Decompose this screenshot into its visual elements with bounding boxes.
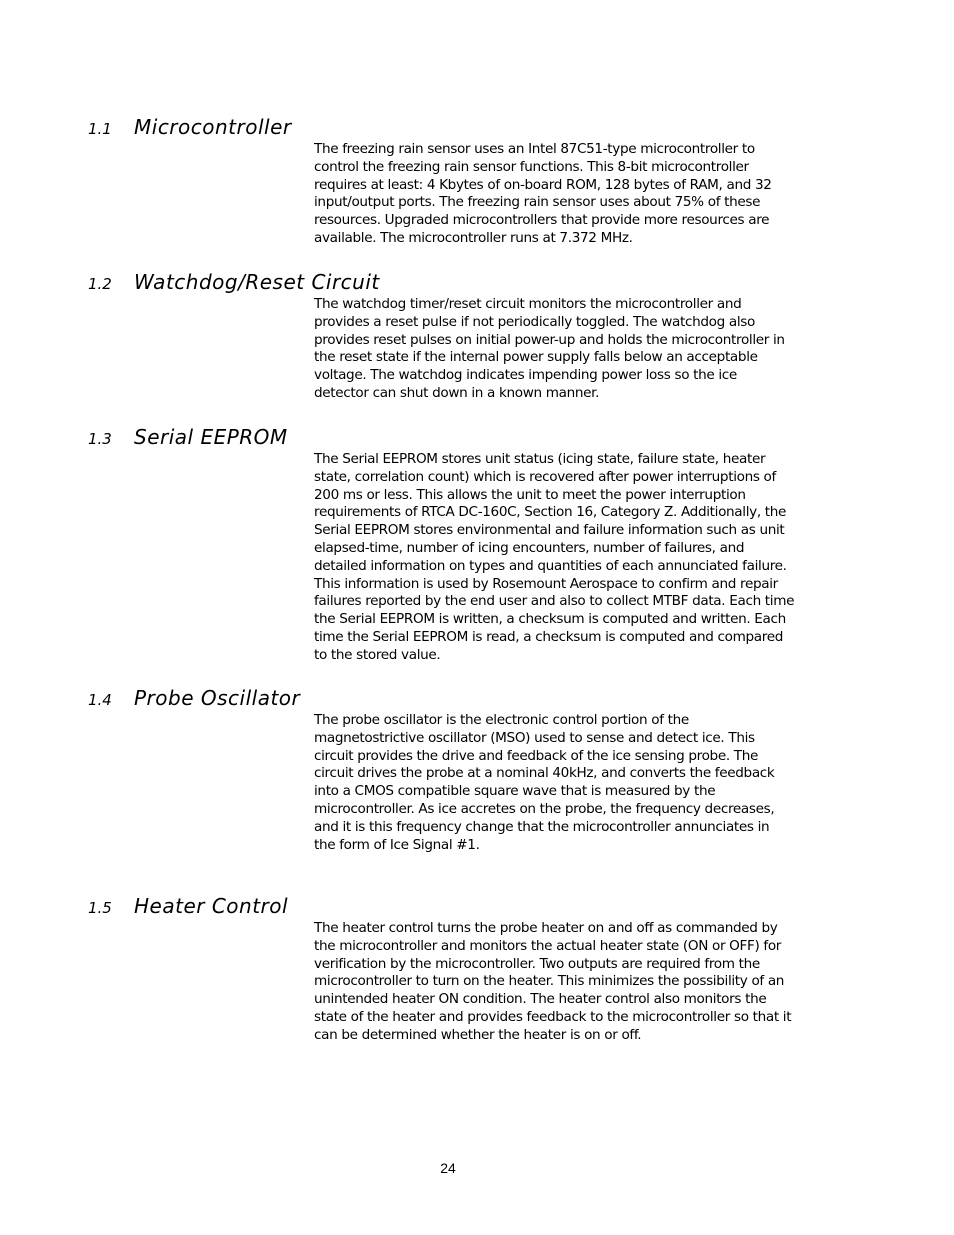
section-number: 1.2 — [88, 275, 112, 293]
paragraph-line: control the freezing rain sensor functions. This 8-bit microcontroller — [314, 158, 749, 175]
paragraph-line: the microcontroller and monitors the actual heater state (ON or OFF) for — [314, 937, 782, 954]
paragraph-line: provides a reset pulse if not periodically toggled. The watchdog also — [314, 313, 755, 330]
paragraph-line: detector can shut down in a known manner. — [314, 384, 600, 401]
paragraph-line: detailed information on types and quantities of each annunciated failure. — [314, 557, 787, 574]
section-heading-probe-oscillator — [88, 683, 300, 711]
section-body-probe-oscillator — [314, 712, 810, 854]
section-heading-microcontroller — [88, 112, 292, 140]
section-number: 1.4 — [88, 691, 112, 709]
paragraph-line: voltage. The watchdog indicates impending power loss so the ice — [314, 367, 737, 384]
section-title: Heater Control — [134, 894, 289, 918]
section-body-microcontroller — [314, 141, 810, 248]
paragraph-line: state, correlation count) which is recovered after power interruptions of — [314, 468, 776, 485]
section-heading-watchdog-reset-circuit — [88, 267, 380, 295]
paragraph-line: 200 ms or less. This allows the unit to meet the power interruption — [314, 486, 746, 503]
section-heading-serial-eeprom — [88, 422, 288, 450]
paragraph-line: the form of Ice Signal #1. — [314, 836, 480, 853]
paragraph-line: magnetostrictive oscillator (MSO) used to sense and detect ice. This — [314, 729, 755, 746]
paragraph-line: circuit provides the drive and feedback of the ice sensing probe. The — [314, 747, 759, 764]
paragraph-line: circuit drives the probe at a nominal 40kHz, and converts the feedback — [314, 765, 775, 782]
paragraph-line: state of the heater and provides feedback to the microcontroller so that it — [314, 1008, 792, 1025]
paragraph-line: can be determined whether the heater is on or off. — [314, 1026, 642, 1043]
section-number: 1.3 — [88, 430, 112, 448]
section-number: 1.1 — [88, 120, 112, 138]
paragraph-line: The freezing rain sensor uses an Intel 87C51-type microcontroller to — [314, 141, 755, 157]
paragraph-line: microcontroller. As ice accretes on the probe, the frequency decreases, — [314, 800, 775, 817]
paragraph-line: available. The microcontroller runs at 7.372 MHz. — [314, 229, 633, 246]
paragraph-line: time the Serial EEPROM is read, a checksum is computed and compared — [314, 628, 783, 645]
paragraph-line: failures reported by the end user and also to collect MTBF data. Each time — [314, 593, 795, 610]
paragraph-line: The Serial EEPROM stores unit status (icing state, failure state, heater — [314, 451, 766, 467]
section-number: 1.5 — [88, 899, 112, 917]
paragraph-line: to the stored value. — [314, 646, 441, 663]
paragraph-line: microcontroller to turn on the heater. This minimizes the possibility of an — [314, 973, 785, 990]
paragraph-line: The watchdog timer/reset circuit monitors the microcontroller and — [314, 296, 742, 312]
paragraph-line: input/output ports. The freezing rain sensor uses about 75% of these — [314, 194, 761, 211]
section-body-heater-control — [314, 920, 810, 1045]
section-body-serial-eeprom — [314, 451, 810, 665]
paragraph-line: and it is this frequency change that the microcontroller annunciates in — [314, 818, 770, 835]
paragraph-line: requires at least: 4 Kbytes of on-board ROM, 128 bytes of RAM, and 32 — [314, 176, 772, 193]
section-heading-heater-control — [88, 891, 288, 919]
paragraph-line: The heater control turns the probe heater on and off as commanded by — [314, 920, 778, 936]
section-body-watchdog-reset-circuit — [314, 296, 810, 403]
paragraph-line: provides reset pulses on initial power-up and holds the microcontroller in — [314, 331, 785, 348]
page-number: 24 — [440, 1160, 456, 1176]
paragraph-line: unintended heater ON condition. The heater control also monitors the — [314, 991, 767, 1008]
paragraph-line: into a CMOS compatible square wave that is measured by the — [314, 783, 716, 800]
paragraph-line: the reset state if the internal power supply falls below an acceptable — [314, 349, 758, 366]
paragraph-line: Serial EEPROM stores environmental and failure information such as unit — [314, 522, 785, 539]
section-title: Watchdog/Reset Circuit — [134, 270, 380, 294]
paragraph-line: elapsed-time, number of icing encounters, number of failures, and — [314, 539, 745, 556]
section-title: Microcontroller — [134, 115, 292, 139]
paragraph-line: This information is used by Rosemount Aerospace to confirm and repair — [314, 575, 778, 592]
paragraph-line: verification by the microcontroller. Two outputs are required from the — [314, 955, 760, 972]
paragraph-line: the Serial EEPROM is written, a checksum is computed and written. Each — [314, 611, 786, 628]
paragraph-line: The probe oscillator is the electronic control portion of the — [314, 712, 689, 728]
paragraph-line: requirements of RTCA DC-160C, Section 16, Category Z. Additionally, the — [314, 504, 787, 521]
paragraph-line: resources. Upgraded microcontrollers that provide more resources are — [314, 212, 770, 229]
section-title: Probe Oscillator — [134, 686, 301, 710]
section-title: Serial EEPROM — [134, 425, 288, 449]
